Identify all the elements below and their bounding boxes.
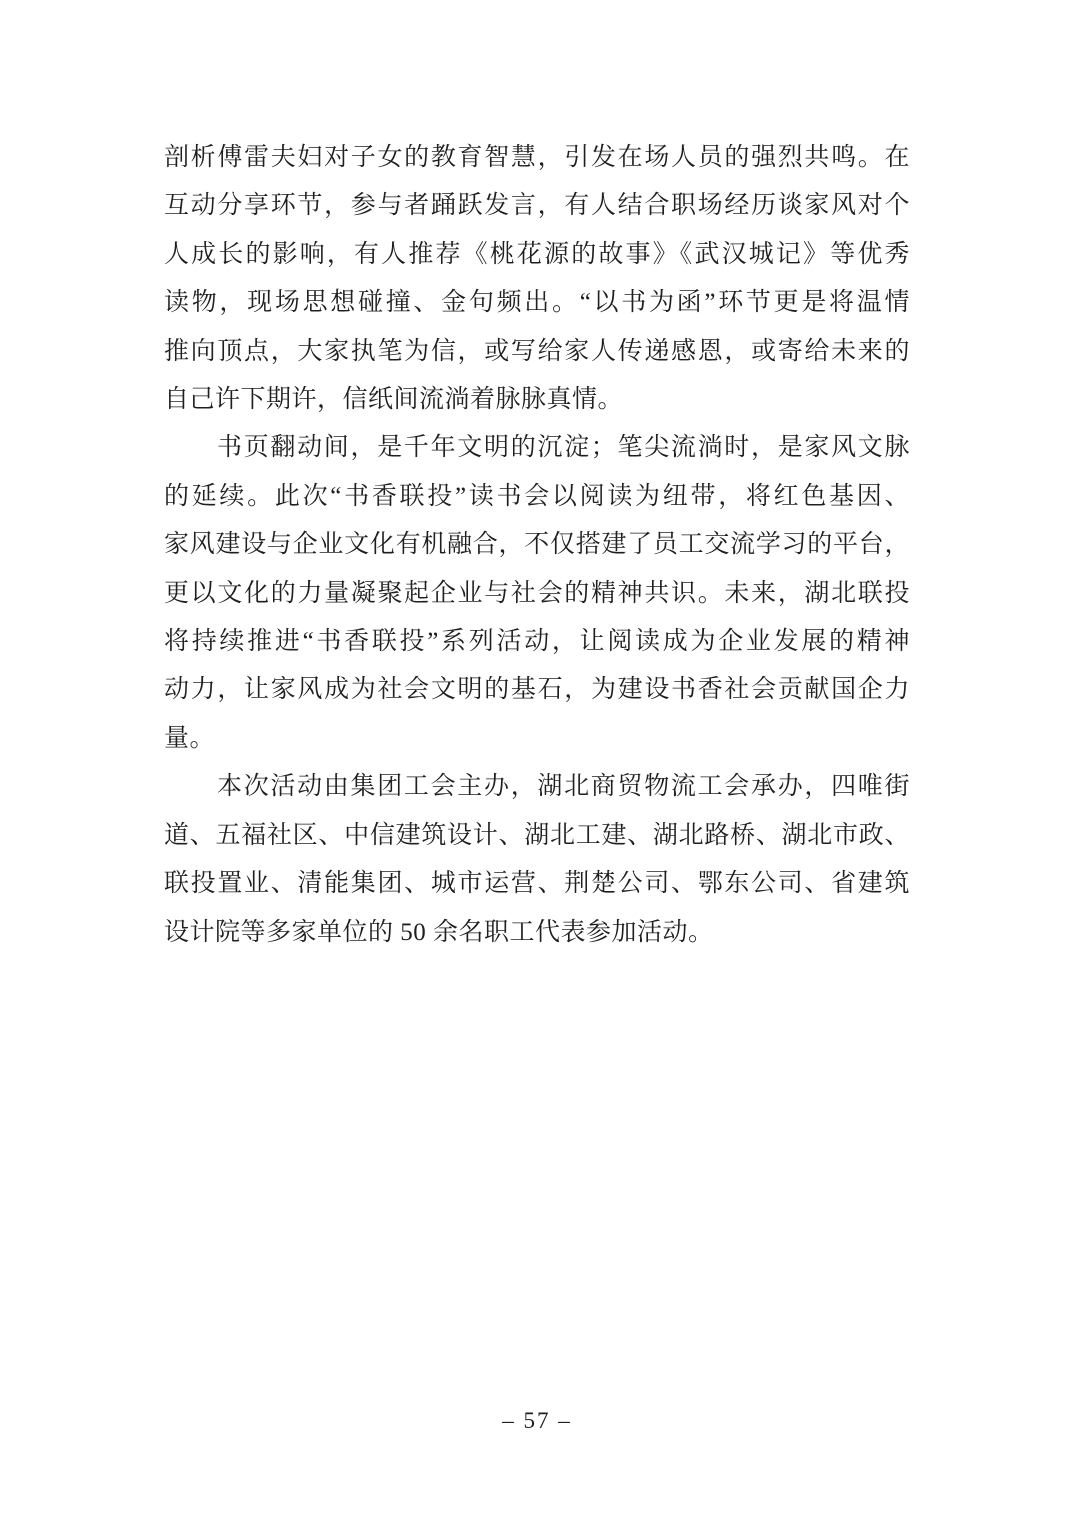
text-line: 更以文化的力量凝聚起企业与社会的精神共识。未来，湖北联投 — [164, 579, 910, 607]
text-line: 的延续。此次“书香联投”读书会以阅读为纽带，将红色基因、 — [164, 482, 910, 510]
document-text-column — [164, 134, 910, 957]
text-line: 人成长的影响，有人推荐《桃花源的故事》《武汉城记》等优秀 — [164, 240, 910, 268]
text-line: 动力，让家风成为社会文明的基石，为建设书香社会贡献国企力 — [164, 676, 910, 704]
text-line: 书页翻动间，是千年文明的沉淀；笔尖流淌时，是家风文脉 — [217, 434, 910, 462]
text-line: 联投置业、清能集团、城市运营、荆楚公司、鄂东公司、省建筑 — [164, 870, 910, 898]
text-line: 量。 — [164, 724, 216, 752]
page-number: – 57 – — [502, 1408, 572, 1433]
text-line: 读物，现场思想碰撞、金句频出。“以书为函”环节更是将温情 — [164, 289, 910, 317]
text-line: 家风建设与企业文化有机融合，不仅搭建了员工交流学习的平台， — [164, 531, 910, 559]
text-line: 本次活动由集团工会主办，湖北商贸物流工会承办，四唯街 — [217, 773, 910, 801]
text-line: 互动分享环节，参与者踊跃发言，有人结合职场经历谈家风对个 — [164, 192, 910, 220]
text-line: 自己许下期许，信纸间流淌着脉脉真情。 — [164, 386, 624, 414]
text-line: 推向顶点，大家执笔为信，或写给家人传递感恩，或寄给未来的 — [164, 337, 910, 365]
text-line: 道、五福社区、中信建筑设计、湖北工建、湖北路桥、湖北市政、 — [164, 821, 910, 849]
text-line: 将持续推进“书香联投”系列活动，让阅读成为企业发展的精神 — [164, 628, 910, 656]
text-line: 设计院等多家单位的 50 余名职工代表参加活动。 — [164, 918, 714, 946]
text-line: 剖析傅雷夫妇对子女的教育智慧，引发在场人员的强烈共鸣。在 — [164, 144, 910, 171]
